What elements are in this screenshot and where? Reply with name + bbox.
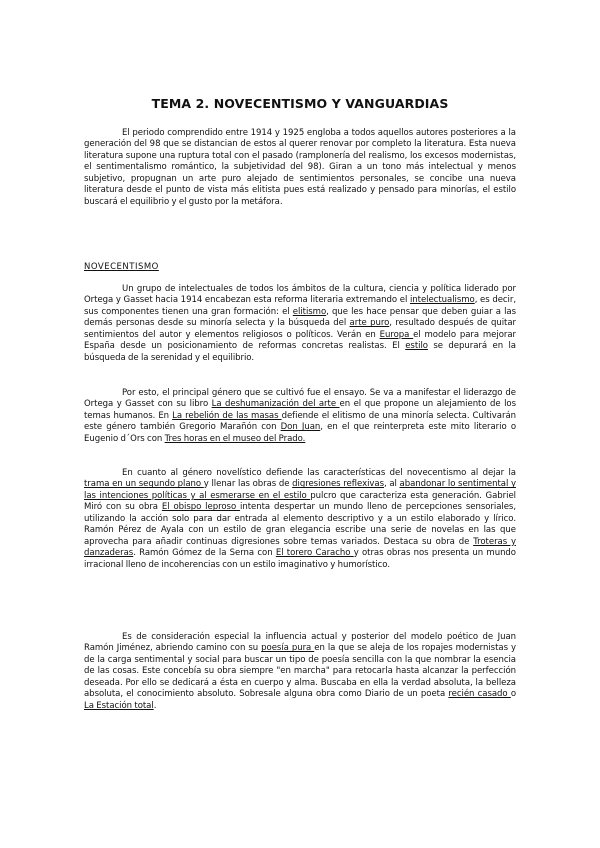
text-run: y otras obras nos presenta un mundo irracional lleno de incoherencias con un estilo imaginativo y humorístico.: [84, 548, 516, 570]
underlined-term: estilo: [405, 341, 428, 352]
underlined-term: arte puro: [349, 318, 390, 329]
text-run: o: [510, 689, 516, 700]
underlined-term: recién casado: [448, 689, 511, 700]
text-run: y llenar las obras de: [203, 479, 293, 490]
underlined-term: trama en un segundo plano: [84, 479, 204, 490]
document-title: TEMA 2. NOVECENTISMO Y VANGUARDIAS: [151, 96, 449, 111]
text-run: , resultado después de quitar sentimientos del autor y elementos religiosos o políticos. Verán en: [84, 318, 516, 340]
intro-text: El periodo comprendido entre 1914 y 1925 engloba a todos aquellos autores posteriores a la generación del 98 que se distancian de estos al querer renovar por completo la literatura. Esta nueva literatura supone una ruptura total con el pasado (ramplonería del realismo, los excesos modernistas, el sentimentalismo romántico, la subjetividad del 98). Giran a un tono más intelectual y menos subjetivo, propugnan un arte puro alejado de sentimientos personales, se concibe una nueva literatura desde el punto de vista más elitista pues está realizado y pensado para minorías, el estilo buscará el equilibrio y el gusto por la metáfora.: [84, 128, 516, 207]
paragraph-4: [84, 632, 516, 712]
text-run: , al: [384, 479, 400, 490]
paragraph-3: [84, 468, 516, 571]
text-run: Un grupo de intelectuales de todos los ámbitos de la cultura, ciencia y política liderado por Ortega y Gasset hacia 1914 encabezan esta reforma literaria extremando el: [84, 284, 516, 306]
text-run: Por esto, el principal género que se cultivó fue el ensayo. Se va a manifestar el liderazgo de Ortega y Gasset con su libro: [84, 388, 516, 410]
text-run: , es decir, sus componentes tienen una gran formación: el: [84, 295, 517, 317]
text-run: el modelo para mejorar España desde un posicionamiento de reformas concretas realistas. El: [84, 329, 517, 352]
underlined-term: poesía pura: [261, 643, 315, 654]
underlined-term: Troteras y danzaderas: [84, 536, 516, 559]
text-run: defiende el elitismo de una minoría selecta. Cultivarán este género también Gregorio Marañón con: [84, 410, 517, 433]
underlined-term: intelectualismo: [409, 295, 475, 306]
text-run: en la que se aleja de los ropajes modernistas y de la carga sentimental y social para buscar un tipo de poesía sencilla con la que nombrar la esencia de las cosas. Este concebía su obra siempre "en marcha" para retocarla hasta alcanzar la perfección deseada. Por ello se dedicará a ésta en cuerpo y alma. Buscaba en ella la verdad absoluta, la belleza absoluta, el conocimiento absoluto. Sobresale alguna obra como Diario de un poeta: [84, 643, 516, 700]
underlined-term: Europa: [379, 329, 414, 340]
text-run: intenta despertar un mundo lleno de percepciones sensoriales, utilizando la acción solo para dar entrada al elemento descriptivo y a un estilo elaborado y lírico. Ramón Pérez de Ayala con un estilo de gran elegancia escribe una serie de novelas en las que aprovecha para añadir continuas digresiones sobre temas variados. Destaca su obra de: [84, 502, 517, 547]
underlined-term: La Estación total: [84, 700, 154, 711]
paragraph-1: [84, 284, 516, 364]
text-run: , que les hace pensar que deben guiar a las demás personas desde su minoría selecta y la búsqueda del: [84, 306, 516, 329]
text-run: pulcro que caracteriza esta generación. Gabriel Miró con su obra: [84, 490, 516, 513]
underlined-term: abandonar lo sentimental y las intenciones políticas y al esmerarse en el estilo: [84, 479, 516, 501]
paragraph-2: [84, 388, 516, 445]
text-run: . Ramón Gómez de la Serna con: [133, 548, 276, 559]
text-run: , en el que reinterpreta este mito literario o Eugenio d´Ors con: [84, 422, 516, 444]
text-run: En cuanto al género novelístico defiende las características del novecentismo al dejar la: [122, 468, 516, 478]
underlined-term: Don Juan: [280, 422, 321, 433]
text-run: .: [153, 700, 157, 711]
intro-paragraph: [84, 128, 516, 208]
text-run: se depurará en la búsqueda de la serenidad y el equilibrio.: [84, 341, 516, 363]
underlined-term: El obispo leproso: [161, 502, 241, 513]
underlined-term: La rebelión de las masas: [172, 410, 282, 421]
underlined-term: Tres horas en el museo del Prado.: [164, 433, 306, 444]
underlined-term: La deshumanización del arte: [211, 399, 340, 410]
underlined-term: El torero Caracho: [275, 548, 354, 559]
text-run: Es de consideración especial la influencia actual y posterior del modelo poético de Juan Ramón Jiménez, abriendo camino con su: [84, 632, 516, 654]
section-heading: NOVECENTISMO: [84, 262, 159, 272]
text-run: en el que propone un alejamiento de los temas humanos. En: [84, 399, 516, 421]
underlined-term: elitismo: [292, 306, 327, 317]
underlined-term: digresiones reflexivas: [292, 479, 384, 490]
